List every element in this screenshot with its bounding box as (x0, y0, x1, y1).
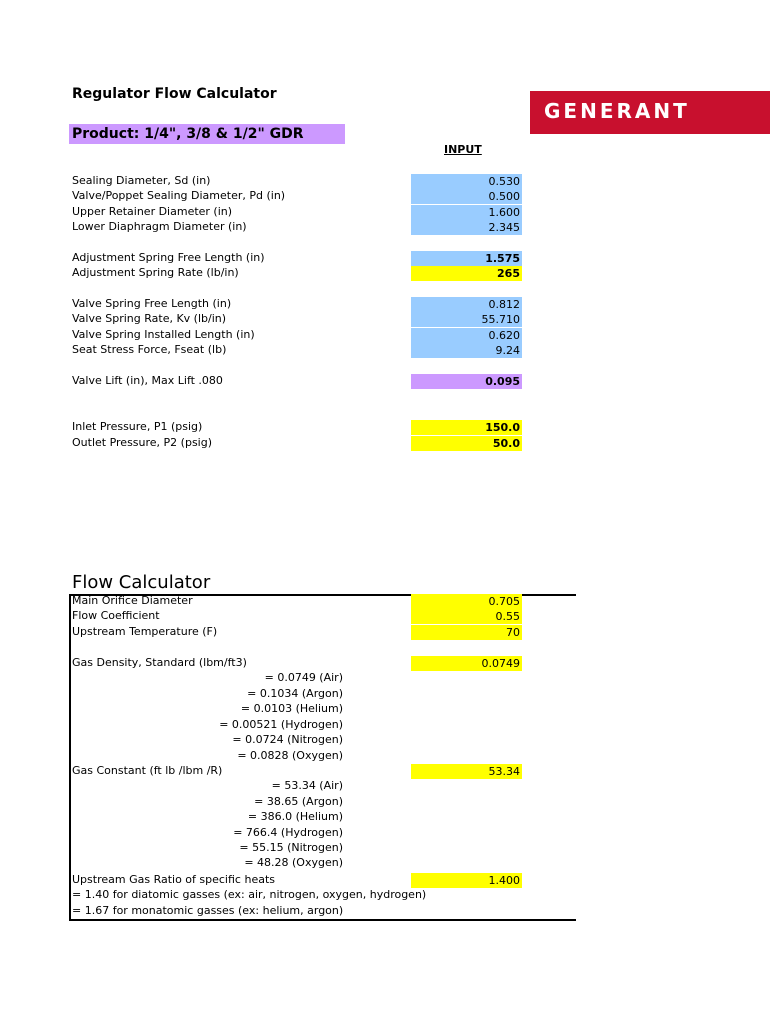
ratio-note: = 1.40 for diatomic gasses (ex: air, nitrogen, oxygen, hydrogen) (72, 888, 427, 901)
constant-note: = 766.4 (Hydrogen) (233, 826, 343, 839)
flow-label: Flow Coefficient (72, 609, 160, 622)
flow-label: Gas Density, Standard (lbm/ft3) (72, 656, 247, 669)
input-label: Valve Lift (in), Max Lift .080 (72, 374, 223, 387)
input-value-seat-stress[interactable]: 9.24 (411, 343, 522, 358)
input-label: Adjustment Spring Free Length (in) (72, 251, 265, 264)
constant-note: = 38.65 (Argon) (254, 795, 343, 808)
input-label: Valve Spring Rate, Kv (lb/in) (72, 312, 227, 325)
input-label: Inlet Pressure, P1 (psig) (72, 420, 203, 433)
ratio-note: = 1.67 for monatomic gasses (ex: helium, argon) (72, 904, 344, 917)
flow-value-coefficient[interactable]: 0.55 (411, 609, 522, 624)
input-label: Sealing Diameter, Sd (in) (72, 174, 211, 187)
input-label: Outlet Pressure, P2 (psig) (72, 436, 213, 449)
product-banner: Product: 1/4", 3/8 & 1/2" GDR (69, 124, 345, 144)
flow-label: Gas Constant (ft lb /lbm /R) (72, 764, 223, 777)
flow-label: Upstream Temperature (F) (72, 625, 218, 638)
generant-logo (530, 91, 770, 134)
input-label: Upper Retainer Diameter (in) (72, 205, 233, 218)
constant-note: = 386.0 (Helium) (247, 810, 343, 823)
input-value-valve-spring-rate[interactable]: 55.710 (411, 312, 522, 327)
density-note: = 0.0828 (Oxygen) (237, 749, 343, 762)
input-value-valve-lift[interactable]: 0.095 (411, 374, 522, 389)
density-note: = 0.00521 (Hydrogen) (219, 718, 343, 731)
flow-label: Upstream Gas Ratio of specific heats (72, 873, 275, 886)
density-note: = 0.0103 (Helium) (240, 702, 343, 715)
input-value-upper-retainer[interactable]: 1.600 (411, 205, 522, 220)
density-note: = 0.0724 (Nitrogen) (232, 733, 343, 746)
flow-value-gas-ratio[interactable]: 1.400 (411, 873, 522, 888)
flow-value-gas-constant[interactable]: 53.34 (411, 764, 522, 779)
input-value-sealing-diameter[interactable]: 0.530 (411, 174, 522, 189)
input-label: Valve Spring Installed Length (in) (72, 328, 255, 341)
input-label: Valve/Poppet Sealing Diameter, Pd (in) (72, 189, 286, 202)
input-label: Seat Stress Force, Fseat (lb) (72, 343, 227, 356)
input-header: INPUT (444, 143, 482, 156)
input-value-lower-diaphragm[interactable]: 2.345 (411, 220, 522, 235)
flow-value-orifice-diameter[interactable]: 0.705 (411, 594, 522, 609)
flow-calculator-title: Flow Calculator (72, 572, 211, 593)
input-value-inlet-pressure[interactable]: 150.0 (411, 420, 522, 435)
input-label: Adjustment Spring Rate (lb/in) (72, 266, 239, 279)
constant-note: = 53.34 (Air) (271, 779, 343, 792)
flow-label: Main Orifice Diameter (72, 594, 193, 607)
input-value-adj-spring-rate[interactable]: 265 (411, 266, 522, 281)
input-label: Lower Diaphragm Diameter (in) (72, 220, 247, 233)
constant-note: = 48.28 (Oxygen) (244, 856, 343, 869)
constant-note: = 55.15 (Nitrogen) (239, 841, 343, 854)
density-note: = 0.1034 (Argon) (247, 687, 343, 700)
input-label: Valve Spring Free Length (in) (72, 297, 232, 310)
flow-value-gas-density[interactable]: 0.0749 (411, 656, 522, 671)
density-note: = 0.0749 (Air) (264, 671, 343, 684)
flow-value-temperature[interactable]: 70 (411, 625, 522, 640)
input-value-outlet-pressure[interactable]: 50.0 (411, 436, 522, 451)
logo-text: GENERANT (544, 99, 690, 123)
input-value-poppet-diameter[interactable]: 0.500 (411, 189, 522, 204)
input-value-adj-spring-length[interactable]: 1.575 (411, 251, 522, 266)
input-value-valve-spring-length[interactable]: 0.812 (411, 297, 522, 312)
page-title: Regulator Flow Calculator (72, 86, 277, 102)
input-value-valve-spring-installed[interactable]: 0.620 (411, 328, 522, 343)
